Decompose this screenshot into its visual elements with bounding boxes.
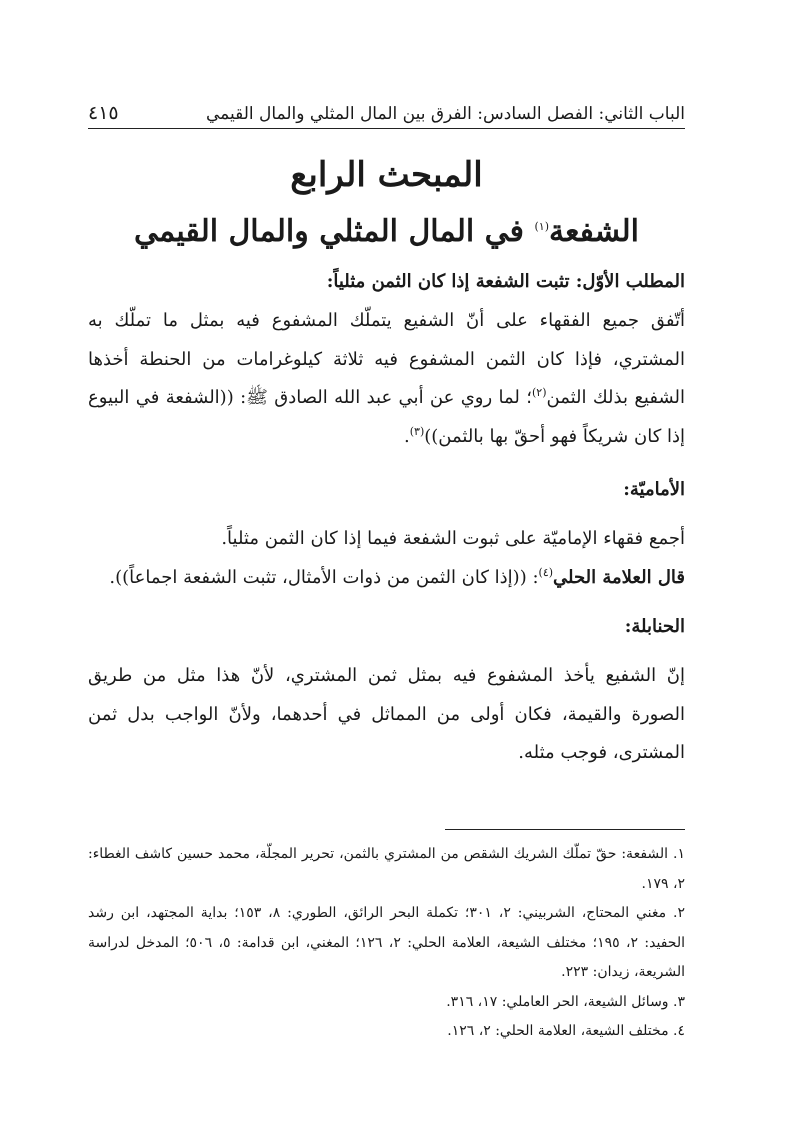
subsection-heading: المطلب الأوّل: تثبت الشفعة إذا كان الثمن مثلياً: (326, 271, 685, 292)
footnote-1: ١. الشفعة: حقّ تملّك الشريك الشقص من المشتري بالثمن، تحرير المجلّة، محمد حسين كاشف الغطاء: ٢، ١٧٩. (88, 846, 685, 892)
footnote-3: ٣. وسائل الشيعة، الحر العاملي: ١٧، ٣١٦. (446, 993, 685, 1010)
footnote-mark-4: (٤) (538, 565, 554, 579)
running-title: الباب الثاني: الفصل السادس: الفرق بين المال المثلي والمال القيمي (205, 104, 685, 124)
main-text (88, 262, 685, 773)
intro-text-start: أتّفق جميع الفقهاء على أنّ الشفيع يتملّك المشفوع فيه بمثل ما تملّك به المشتري، فإذا كان الثمن المشفوع فيه ثلاثة كيلوغرامات من الحنطة أخذها الشفيع بذلك الثمن (88, 310, 685, 408)
footnote-mark-1: (١) (534, 220, 549, 233)
hanabila-heading: الحنابلة: (624, 616, 685, 637)
header-rule (88, 128, 685, 129)
footnote-separator (445, 829, 685, 830)
hanabila-paragraph: إنّ الشفيع يأخذ المشفوع فيه بمثل ثمن المشتري، لأنّ هذا مثل من طريق الصورة والقيمة، فكان أولى من المماثل في أحدهما، ولأنّ الواجب بدل ثمن المشترى، فوجب مثله. (88, 665, 685, 763)
intro-paragraph (88, 302, 685, 456)
chapter-title: المبحث الرابع (290, 155, 483, 195)
page-number: ٤١٥ (88, 102, 119, 124)
intro-text-end: . (403, 425, 410, 447)
allama-text: : ((إذا كان الثمن من ذوات الأمثال، تثبت الشفعة اجماعاً)). (109, 566, 539, 588)
allama-quote (88, 559, 685, 598)
footnote-mark-3: (٣) (409, 424, 425, 438)
section-title-text: الشفعة (548, 214, 639, 249)
intro-text-middle: ؛ لما روي عن أبي عبد الله الصادق ﷺ: ((الشفعة في البيوع إذا كان شريكاً فهو أحقّ بها بالثمن)) (88, 387, 685, 447)
footnote-2: ٢. مغني المحتاج، الشربيني: ٢، ٣٠١؛ تكملة البحر الرائق، الطوري: ٨، ١٥٣؛ بداية المجتهد، ابن رشد الحفيد: ٢، ١٩٥؛ مختلف الشيعة، العلامة الحلي: ٢، ١٢٦؛ المغني، ابن قدامة: ٥، ٥٠٦؛ المدخل لدراسة الشريعة، زيدان: ٢٢٣. (88, 905, 686, 980)
page-header (88, 88, 685, 124)
footnote-mark-2: (٢) (531, 386, 547, 399)
footnote-4: ٤. مختلف الشيعة، العلامة الحلي: ٢، ١٢٦. (447, 1023, 685, 1039)
allama-label: قال العلامة الحلي (553, 566, 685, 588)
imamiyya-heading: الأماميّة: (623, 479, 685, 500)
footnotes (88, 840, 685, 1047)
section-title-rest: في المال المثلي والمال القيمي (134, 214, 525, 249)
section-title (88, 207, 685, 257)
imamiyya-paragraph: أجمع فقهاء الإماميّة على ثبوت الشفعة فيما إذا كان الثمن مثلياً. (221, 528, 685, 549)
